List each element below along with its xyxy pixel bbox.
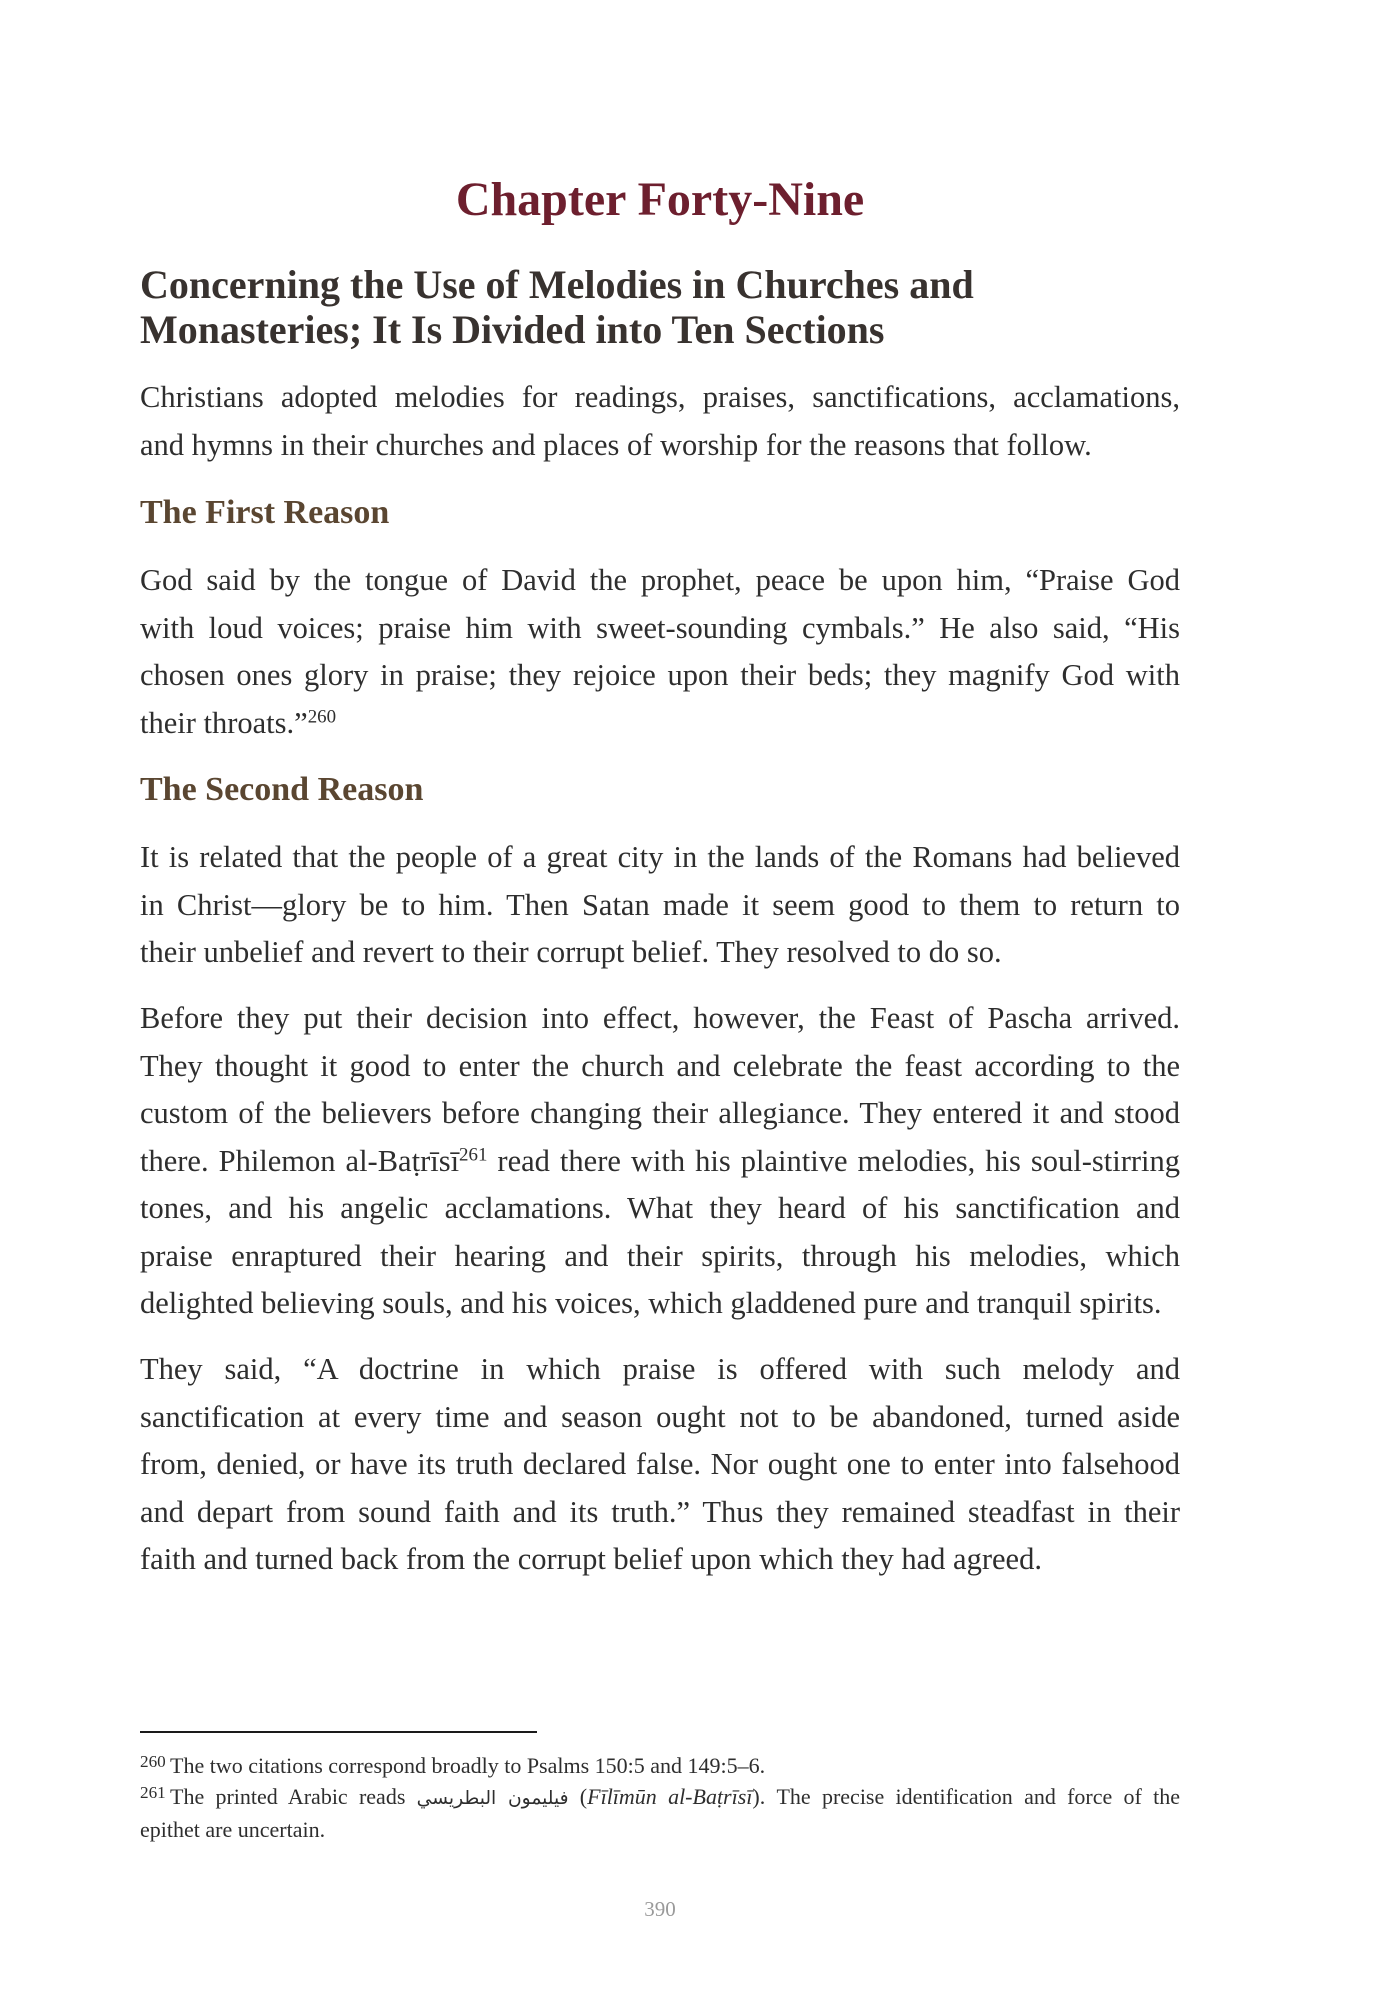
text-line: God said by the tongue of David the prophet, peace be upon him, “Praise God [140,563,1180,597]
text-line [140,700,1180,748]
text-segment: read there with his plaintive melodies, his soul-stirring [487,1143,1180,1178]
chapter-subtitle-line: Concerning the Use of Melodies in Churches and [140,262,974,307]
footnote-text: ). The precise identification and force of the [752,1784,1181,1809]
text-line: their unbelief and revert to their corrupt belief. They resolved to do so. [140,935,1002,969]
chapter-subtitle-line: Monasteries; It Is Divided into Ten Sections [140,307,885,352]
footnote-line [140,1750,1180,1781]
text-line: They said, “A doctrine in which praise is offered with such melody and [140,1352,1180,1386]
section-heading-first-reason: The First Reason [140,494,390,531]
footnote-text: The printed Arabic reads [170,1784,417,1809]
text-line: sanctification at every time and season ought not to be abandoned, turned aside [140,1399,1180,1434]
text-line: tones, and his angelic acclamations. What they heard of his sanctification and [140,1191,1180,1225]
footnote-number: 260 [140,1752,166,1771]
first-reason-paragraph [140,557,1180,747]
text-line: Before they put their decision into effect, however, the Feast of Pascha arrived. [140,1001,1180,1035]
text-line: They thought it good to enter the church and celebrate the feast according to the [140,1048,1180,1083]
page-number: 390 [644,1897,676,1921]
text-line: delighted believing souls, and his voices, which gladdened pure and tranquil spirits. [140,1286,1162,1320]
section-heading-second-reason: The Second Reason [140,771,424,808]
second-reason-paragraph-2 [140,995,1180,1328]
footnote-line: epithet are uncertain. [140,1817,326,1842]
text-line: chosen ones glory in praise; they rejoice upon their beds; they magnify God with [140,658,1180,692]
chapter-title: Chapter Forty-Nine [455,173,865,226]
footnote-text: The two citations correspond broadly to Psalms 150:5 and 149:5–6. [170,1753,766,1778]
footnote-260 [140,1750,1180,1781]
text-line: from, denied, or have its truth declared false. Nor ought one to enter into falsehood [140,1447,1180,1481]
text-line: It is related that the people of a great city in the lands of the Romans had believed [140,840,1180,874]
chapter-subtitle [140,262,1180,352]
second-reason-paragraph-3 [140,1346,1180,1584]
text-segment: their throats.” [140,705,308,740]
intro-paragraph [140,374,1180,469]
text-line: custom of the believers before changing their allegiance. They entered it and stood [140,1096,1180,1130]
text-line [140,1138,1180,1186]
text-line: and depart from sound faith and its truth.” Thus they remained steadfast in their [140,1494,1180,1529]
transliteration: Fīlīmūn al-Baṭrīsī [587,1784,753,1809]
text-line: and hymns in their churches and places of worship for the reasons that follow. [140,427,1092,462]
footnotes [140,1750,1180,1845]
text-line: with loud voices; praise him with sweet-sounding cymbals.” He also said, “His [140,610,1180,645]
footnote-ref: 261 [459,1144,488,1166]
footnote-text: ( [568,1784,588,1809]
arabic-name: فيليمون البطريسي [416,1788,569,1809]
text-line: faith and turned back from the corrupt belief upon which they had agreed. [140,1542,1042,1576]
footnote-number: 261 [140,1783,166,1802]
footnote-261 [140,1781,1180,1845]
text-line: in Christ—glory be to him. Then Satan made it seem good to them to return to [140,887,1180,922]
footnote-line [140,1781,1180,1814]
footnote-separator [140,1731,537,1733]
second-reason-paragraph-1 [140,834,1180,977]
text-segment: there. Philemon al-Baṭrīsī [140,1143,460,1178]
text-line: Christians adopted melodies for readings, praises, sanctifications, acclamations, [140,380,1180,414]
footnote-ref: 260 [307,706,337,728]
text-line: praise enraptured their hearing and their spirits, through his melodies, which [140,1238,1180,1273]
